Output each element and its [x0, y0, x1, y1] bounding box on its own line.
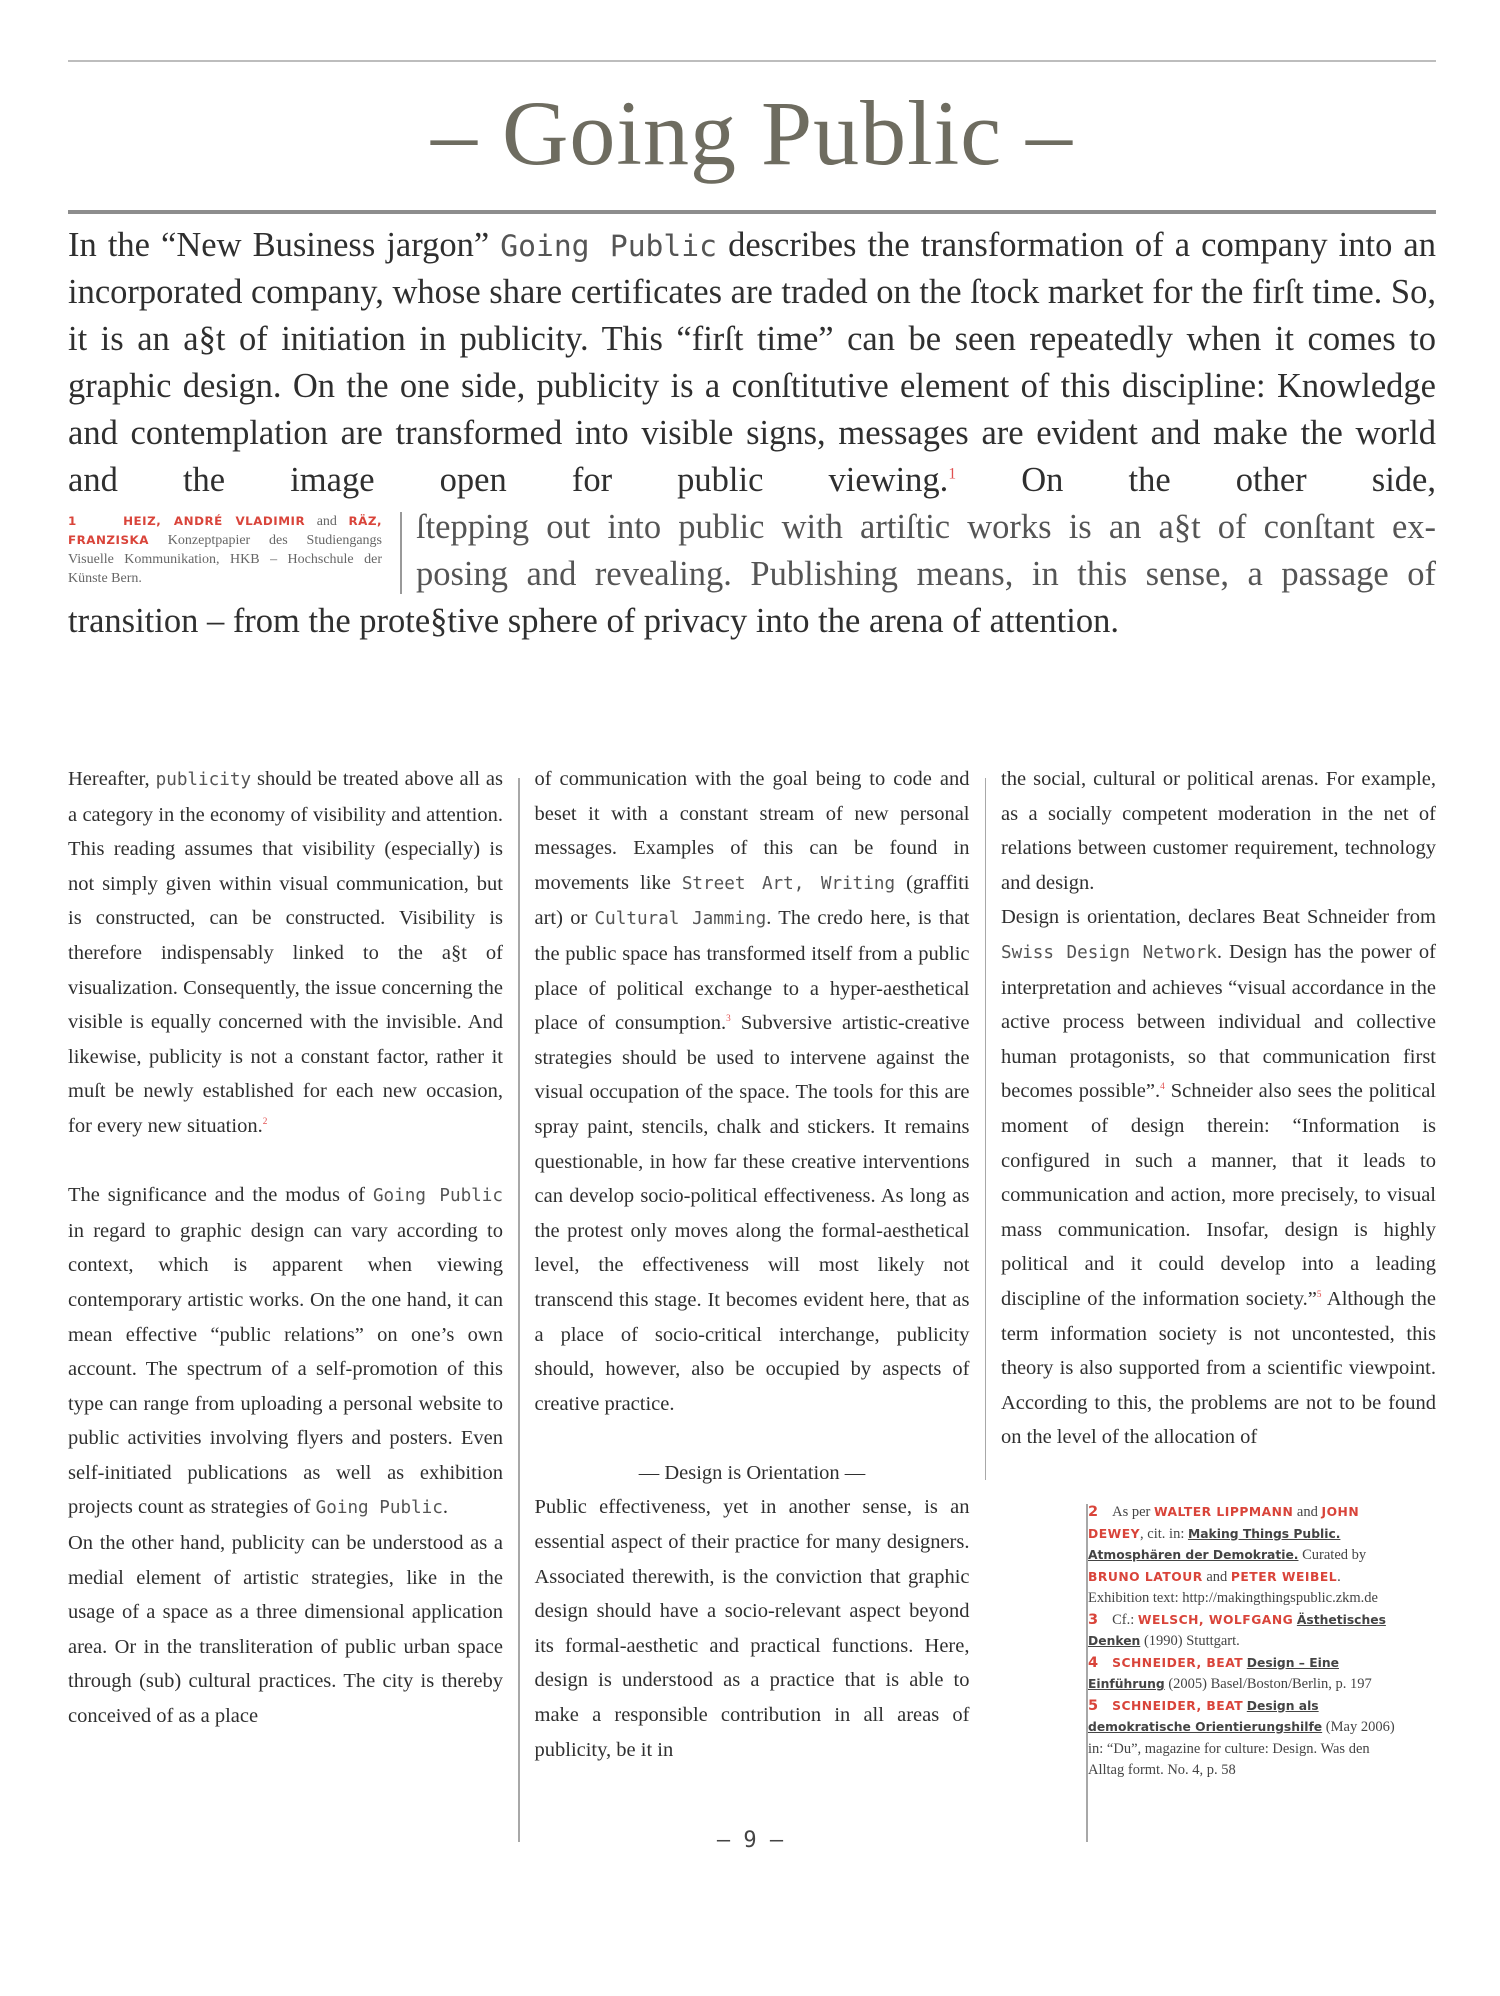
col3-paragraph-2: Design is orientation, declares Beat Schneider from Swiss Design Network. Design has the power of interpretation and achieves “visual accordance in the active process between individual and collective human protagonists, so that communication first becomes possible”.$^4$ Schneider also sees the political moment of design therein: “Information is configured in such a manner, that it leads to communication and action, more precisely, to visual mass communication. Insofar, design is highly political and it could develop into a leading discipline of the information society.”$^5$ Although the term information society is not uncontested, this theory is also supported from a scientific viewpoint. According to this, the problems are not to be found on the level of the allocation of	[1001, 906, 1436, 1449]
intro-footnote-block	[68, 504, 1436, 598]
footnote-ref-4: 4	[1160, 1081, 1165, 1092]
column-2	[535, 762, 970, 1812]
footnote-ref-1: 1	[948, 465, 957, 483]
intro-paragraph	[68, 222, 1436, 645]
intro-lead: In the “New Business jargon” Going Public describes the transformation of a company into an incorporated company, whose share certificates are traded on the ſtock market for the firſt time. So, it is an a§t of initiation in publicity. This “firſt time” can be seen repeatedly when it comes to graphic design. On the one side, publicity is a conſtitutive element of this discipline: Knowledge and contemplation are transformed into visible signs, messages are evident and make the world and the image open for public viewing.$^1$ On the other side,	[68, 226, 1436, 499]
footnote-5: 5 SCHNEIDER, BEAT Design als demokratische Orientierungshilfe (May 2006) in: “Du”, magazine for culture: Design. Was den Alltag formt. No. 4, p. 58	[1088, 1697, 1395, 1778]
footnote-1-author2: RÄZ, FRANZISKA	[68, 514, 382, 547]
column-1	[68, 762, 503, 1812]
top-rule	[68, 60, 1436, 62]
term-going-public: Going Public	[500, 228, 717, 263]
col1-paragraph-3: On the other hand, publicity can be understood as a medial element of artistic strategies, like in the usage of a space as a three dimensional application area. Or in the transliteration of public urban space through (sub) cultural practices. The city is thereby conceived of as a place	[68, 1532, 503, 1728]
footnote-ref-3: 3	[726, 1013, 731, 1024]
col3-paragraph-1: the social, cultural or political arenas. For example, as a socially competent moderation in the net of relations between customer requirement, technology and design.	[1001, 768, 1436, 894]
col1-paragraph-1: Hereafter, publicity should be treated above all as a category in the economy of visibility and attention. This reading assumes that visibility (especially) is not simply given within visual communication, but is constructed, can be constructed. Visibility is therefore indispensably linked to the a§t of visualization. Consequently, the issue concerning the visible is equally concerned with the invisible. And likewise, publicity is not a constant factor, rather it muſt be newly established for each new occasion, for every new situation.$^2$	[68, 768, 503, 1137]
title-rule	[68, 210, 1436, 214]
col2-paragraph-1: of communication with the goal being to code and beset it with a constant stream of new personal messages. Examples of this can be found in movements like Street Art, Writing (graffiti art) or Cultural Jamming. The credo here, is that the public space has transformed itself from a public place of political exchange to a hyper-aesthetical place of consumption.$^3$ Subversive artistic-creative strategies should be used to intervene against the visual occupation of the space. The tools for this are spray paint, stencils, chalk and stickers. It remains questionable, in how far these creative interventions can develop socio-political effectiveness. As long as the protest only moves along the formal-aesthetical level, the effectiveness will most likely not transcend this stage. It becomes evident here, that as a place of socio-critical interchange, publicity should, however, also be occupied by aspects of creative practice.	[534, 768, 970, 1415]
footnote-ref-2: 2	[262, 1116, 268, 1127]
column-divider-2	[985, 778, 987, 1480]
footnote-4: 4 SCHNEIDER, BEAT Design – Eine Einführung (2005) Basel/Boston/Berlin, p. 197	[1088, 1654, 1372, 1692]
footnote-divider	[400, 512, 402, 594]
footnotes	[1088, 1502, 1400, 1782]
col1-paragraph-2: The significance and the modus of Going Public in regard to graphic design can vary according to context, which is apparent when viewing contemporary artistic works. On the one hand, it can mean effective “public relations” on one’s own account. The spectrum of a self-promotion of this type can range from uploading a personal website to public activities involving flyers and posters. Even self-initiated publications as well as exhibition projects count as strategies of Going Public.	[68, 1184, 503, 1519]
footnote-ref-5: 5	[1316, 1289, 1322, 1300]
intro-continuation: ſtepping out into public with artiſtic works is an a§t of conſtant ex- posing and revealing. Publishing means, in this sense, a passage of	[416, 508, 1436, 593]
intro-last-line: transition – from the prote§tive sphere of privacy into the arena of attention.	[68, 602, 1119, 640]
page-title: – Going Public –	[430, 82, 1074, 184]
col2-paragraph-2: Public effectiveness, yet in another sense, is an essential aspect of their practice for many designers. Associated therewith, is the conviction that graphic design should have a socio-relevant aspect beyond its formal-aesthetic and practical functions. Here, design is understood as a practice that is able to make a responsible contribution in all areas of publicity, be it in	[534, 1496, 970, 1761]
column-divider-1	[518, 778, 520, 1842]
footnote-1: 1 HEIZ, ANDRÉ VLADIMIR and RÄZ, FRANZISKA Konzeptpapier des Studiengangs Visuelle Kommunikation, HKB – Hochschule der Künste Bern.	[68, 514, 382, 586]
footnote-3: 3 Cf.: WELSCH, WOLFGANG Ästhetisches Denken (1990) Stuttgart.	[1088, 1611, 1386, 1649]
footnote-2: 2 As per WALTER LIPPMANN and JOHN DEWEY, cit. in: Making Things Public. Atmosphären der Demokratie. Curated by BRUNO LATOUR and PETER WEIBEL. Exhibition text: http://makingthingspublic.zkm.de	[1088, 1504, 1378, 1606]
subheading-design-orientation: — Design is Orientation —	[638, 1461, 866, 1484]
page-number: – 9 –	[716, 1828, 784, 1853]
footnote-1-author1: HEIZ, ANDRÉ VLADIMIR	[123, 514, 306, 528]
